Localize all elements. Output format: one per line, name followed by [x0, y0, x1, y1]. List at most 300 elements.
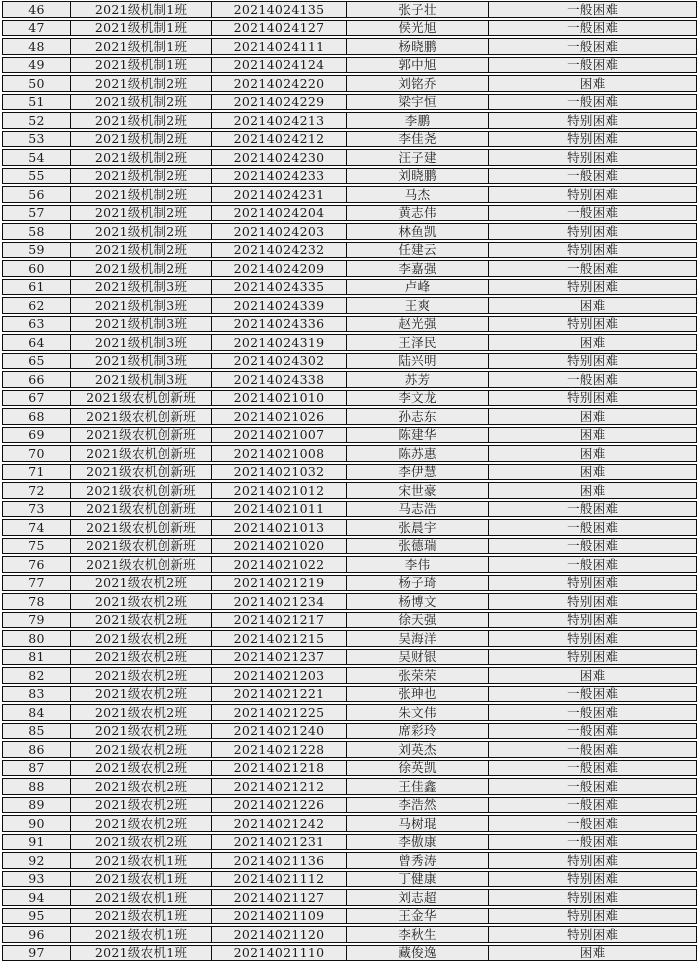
cell-class-name: 2021级机制1班: [71, 58, 212, 73]
table-row: [2, 760, 697, 777]
table-row: [2, 482, 697, 499]
cell-class-name: 2021级机制1班: [71, 2, 212, 17]
cell-student-id: 20214024233: [212, 169, 346, 184]
cell-student-id: 20214021013: [212, 520, 346, 535]
cell-class-name: 2021级机制3班: [71, 317, 212, 332]
cell-student-name: 丁健康: [347, 872, 490, 887]
cell-serial-number: 61: [3, 280, 71, 295]
table-row: [2, 38, 697, 55]
cell-difficulty-status: 特别困难: [567, 316, 619, 331]
table-row: [2, 334, 697, 351]
cell-student-name: 刘志超: [347, 890, 490, 905]
cell-student-name: 吴海洋: [347, 631, 490, 646]
cell-student-id: 20214024335: [212, 280, 346, 295]
cell-student-name: 李文龙: [347, 391, 490, 406]
table-row: [2, 1, 697, 18]
cell-class-name: 2021级机制2班: [71, 224, 212, 239]
cell-serial-number: 94: [3, 890, 71, 905]
cell-serial-number: 87: [3, 761, 71, 776]
table-row: [2, 871, 697, 888]
cell-class-name: 2021级农机创新班: [71, 539, 212, 554]
cell-student-name: 藏俊逸: [347, 946, 490, 961]
cell-student-name: 刘铭乔: [347, 76, 490, 91]
cell-serial-number: 88: [3, 779, 71, 794]
cell-student-id: 20214021010: [212, 391, 346, 406]
cell-student-id: 20214021221: [212, 687, 346, 702]
cell-student-id: 20214021026: [212, 409, 346, 424]
cell-difficulty-status: 一般困难: [567, 501, 619, 516]
cell-student-name: 梁宇恒: [347, 95, 490, 110]
cell-student-name: 李秋生: [347, 927, 490, 942]
cell-serial-number: 85: [3, 724, 71, 739]
cell-class-name: 2021级农机2班: [71, 779, 212, 794]
cell-difficulty-status: 困难: [579, 409, 606, 424]
cell-difficulty-status: 特别困难: [567, 131, 619, 146]
cell-student-id: 20214024203: [212, 224, 346, 239]
cell-student-name: 陈苏惠: [347, 446, 490, 461]
cell-student-id: 20214024231: [212, 187, 346, 202]
cell-serial-number: 89: [3, 798, 71, 813]
cell-class-name: 2021级机制3班: [71, 298, 212, 313]
cell-student-id: 20214021203: [212, 668, 346, 683]
table-row: [2, 815, 697, 832]
table-row: [2, 686, 697, 703]
cell-difficulty-status: 困难: [579, 483, 606, 498]
cell-class-name: 2021级农机创新班: [71, 520, 212, 535]
cell-student-name: 徐天强: [347, 613, 490, 628]
cell-student-name: 曾秀涛: [347, 853, 490, 868]
cell-student-name: 马志浩: [347, 502, 490, 517]
cell-serial-number: 64: [3, 335, 71, 350]
cell-student-name: 李佳尧: [347, 132, 490, 147]
cell-class-name: 2021级农机1班: [71, 853, 212, 868]
cell-serial-number: 53: [3, 132, 71, 147]
cell-student-name: 赵光强: [347, 317, 490, 332]
cell-serial-number: 81: [3, 650, 71, 665]
cell-class-name: 2021级机制2班: [71, 95, 212, 110]
cell-student-id: 20214024127: [212, 21, 346, 36]
cell-student-name: 宋世豪: [347, 483, 490, 498]
cell-serial-number: 49: [3, 58, 71, 73]
cell-class-name: 2021级农机1班: [71, 890, 212, 905]
table-row: [2, 20, 697, 37]
table-row: [2, 297, 697, 314]
cell-serial-number: 86: [3, 742, 71, 757]
cell-student-name: 席彩玲: [347, 724, 490, 739]
cell-serial-number: 67: [3, 391, 71, 406]
cell-class-name: 2021级农机创新班: [71, 391, 212, 406]
cell-serial-number: 72: [3, 483, 71, 498]
cell-student-id: 20214024209: [212, 261, 346, 276]
cell-difficulty-status: 一般困难: [567, 261, 619, 276]
cell-difficulty-status: 一般困难: [567, 705, 619, 720]
cell-student-id: 20214024338: [212, 372, 346, 387]
cell-student-name: 陈建华: [347, 428, 490, 443]
table-row: [2, 834, 697, 851]
cell-serial-number: 91: [3, 835, 71, 850]
cell-serial-number: 47: [3, 21, 71, 36]
cell-student-id: 20214024111: [212, 39, 346, 54]
cell-class-name: 2021级农机2班: [71, 798, 212, 813]
table-row: [2, 353, 697, 370]
cell-student-id: 20214024339: [212, 298, 346, 313]
cell-difficulty-status: 困难: [579, 427, 606, 442]
cell-class-name: 2021级农机2班: [71, 835, 212, 850]
cell-serial-number: 71: [3, 465, 71, 480]
table-row: [2, 94, 697, 111]
cell-difficulty-status: 一般困难: [567, 39, 619, 54]
cell-student-id: 20214021237: [212, 650, 346, 665]
cell-student-id: 20214024319: [212, 335, 346, 350]
cell-serial-number: 73: [3, 502, 71, 517]
cell-student-id: 20214024229: [212, 95, 346, 110]
cell-student-id: 20214021242: [212, 816, 346, 831]
table-row: [2, 242, 697, 259]
cell-class-name: 2021级机制1班: [71, 39, 212, 54]
cell-student-name: 朱文伟: [347, 705, 490, 720]
cell-class-name: 2021级农机1班: [71, 946, 212, 961]
table-row: [2, 75, 697, 92]
table-row: [2, 926, 697, 943]
cell-difficulty-status: 特别困难: [567, 353, 619, 368]
cell-class-name: 2021级机制2班: [71, 261, 212, 276]
cell-difficulty-status: 特别困难: [567, 279, 619, 294]
cell-student-id: 20214021136: [212, 853, 346, 868]
cell-serial-number: 92: [3, 853, 71, 868]
cell-serial-number: 63: [3, 317, 71, 332]
cell-serial-number: 97: [3, 946, 71, 961]
cell-difficulty-status: 困难: [579, 464, 606, 479]
cell-serial-number: 78: [3, 594, 71, 609]
cell-class-name: 2021级农机1班: [71, 909, 212, 924]
cell-class-name: 2021级农机创新班: [71, 409, 212, 424]
cell-student-name: 吴财银: [347, 650, 490, 665]
cell-serial-number: 82: [3, 668, 71, 683]
cell-student-name: 李伟: [347, 557, 490, 572]
cell-class-name: 2021级机制2班: [71, 243, 212, 258]
cell-student-id: 20214021219: [212, 576, 346, 591]
cell-serial-number: 65: [3, 354, 71, 369]
cell-serial-number: 93: [3, 872, 71, 887]
cell-difficulty-status: 一般困难: [567, 205, 619, 220]
table-row: [2, 575, 697, 592]
cell-student-id: 20214021226: [212, 798, 346, 813]
cell-serial-number: 52: [3, 113, 71, 128]
table-row: [2, 408, 697, 425]
table-row: [2, 149, 697, 166]
cell-serial-number: 62: [3, 298, 71, 313]
cell-student-name: 张德瑞: [347, 539, 490, 554]
cell-class-name: 2021级农机创新班: [71, 483, 212, 498]
cell-student-name: 王金华: [347, 909, 490, 924]
cell-serial-number: 79: [3, 613, 71, 628]
cell-difficulty-status: 困难: [579, 668, 606, 683]
cell-student-name: 李浩然: [347, 798, 490, 813]
cell-difficulty-status: 特别困难: [567, 927, 619, 942]
cell-class-name: 2021级农机2班: [71, 816, 212, 831]
cell-difficulty-status: 特别困难: [567, 575, 619, 590]
table-row: [2, 131, 697, 148]
cell-student-name: 李鹏: [347, 113, 490, 128]
cell-student-id: 20214021110: [212, 946, 346, 961]
cell-difficulty-status: 特别困难: [567, 649, 619, 664]
cell-student-id: 20214024213: [212, 113, 346, 128]
table-row: [2, 316, 697, 333]
cell-class-name: 2021级农机2班: [71, 761, 212, 776]
table-row: [2, 704, 697, 721]
cell-class-name: 2021级农机2班: [71, 576, 212, 591]
cell-student-id: 20214021234: [212, 594, 346, 609]
table-row: [2, 57, 697, 74]
cell-class-name: 2021级机制3班: [71, 372, 212, 387]
cell-student-id: 20214021020: [212, 539, 346, 554]
cell-difficulty-status: 一般困难: [567, 20, 619, 35]
cell-student-name: 卢峰: [347, 280, 490, 295]
cell-student-name: 李伊慧: [347, 465, 490, 480]
table-row: [2, 593, 697, 610]
cell-difficulty-status: 一般困难: [567, 538, 619, 553]
cell-student-name: 张珅也: [347, 687, 490, 702]
cell-serial-number: 95: [3, 909, 71, 924]
table-row: [2, 260, 697, 277]
cell-class-name: 2021级机制2班: [71, 76, 212, 91]
cell-difficulty-status: 困难: [579, 76, 606, 91]
table-row: [2, 797, 697, 814]
cell-student-name: 陆兴明: [347, 354, 490, 369]
cell-student-name: 黄志伟: [347, 206, 490, 221]
cell-serial-number: 84: [3, 705, 71, 720]
table-row: [2, 852, 697, 869]
cell-student-id: 20214024124: [212, 58, 346, 73]
cell-class-name: 2021级机制2班: [71, 150, 212, 165]
cell-student-id: 20214024212: [212, 132, 346, 147]
cell-serial-number: 59: [3, 243, 71, 258]
cell-student-id: 20214024230: [212, 150, 346, 165]
cell-student-id: 20214024135: [212, 2, 346, 17]
cell-serial-number: 60: [3, 261, 71, 276]
table-row: [2, 723, 697, 740]
cell-student-name: 李傲康: [347, 835, 490, 850]
cell-difficulty-status: 特别困难: [567, 631, 619, 646]
cell-difficulty-status: 特别困难: [567, 224, 619, 239]
cell-serial-number: 69: [3, 428, 71, 443]
cell-student-name: 郭中旭: [347, 58, 490, 73]
cell-student-name: 侯光旭: [347, 21, 490, 36]
cell-student-name: 王泽民: [347, 335, 490, 350]
cell-student-name: 杨晓鹏: [347, 39, 490, 54]
cell-difficulty-status: 一般困难: [567, 723, 619, 738]
cell-difficulty-status: 一般困难: [567, 57, 619, 72]
cell-class-name: 2021级农机2班: [71, 613, 212, 628]
cell-class-name: 2021级机制2班: [71, 206, 212, 221]
cell-serial-number: 83: [3, 687, 71, 702]
cell-student-id: 20214021109: [212, 909, 346, 924]
cell-class-name: 2021级农机创新班: [71, 557, 212, 572]
cell-difficulty-status: 一般困难: [567, 168, 619, 183]
cell-difficulty-status: 特别困难: [567, 390, 619, 405]
cell-student-id: 20214021007: [212, 428, 346, 443]
cell-student-id: 20214021231: [212, 835, 346, 850]
cell-difficulty-status: 特别困难: [567, 871, 619, 886]
table-row: [2, 205, 697, 222]
table-row: [2, 390, 697, 407]
cell-serial-number: 77: [3, 576, 71, 591]
cell-difficulty-status: 特别困难: [567, 594, 619, 609]
cell-class-name: 2021级机制3班: [71, 335, 212, 350]
cell-student-id: 20214021215: [212, 631, 346, 646]
table-row: [2, 556, 697, 573]
cell-class-name: 2021级机制3班: [71, 354, 212, 369]
cell-student-name: 王爽: [347, 298, 490, 313]
cell-class-name: 2021级农机创新班: [71, 428, 212, 443]
cell-student-name: 汪子建: [347, 150, 490, 165]
cell-student-name: 张晨宇: [347, 520, 490, 535]
cell-class-name: 2021级机制2班: [71, 187, 212, 202]
table-row: [2, 427, 697, 444]
table-row: [2, 519, 697, 536]
cell-student-id: 20214021022: [212, 557, 346, 572]
cell-class-name: 2021级机制2班: [71, 113, 212, 128]
table-row: [2, 464, 697, 481]
cell-class-name: 2021级农机2班: [71, 668, 212, 683]
cell-student-id: 20214021012: [212, 483, 346, 498]
cell-student-name: 张子壮: [347, 2, 490, 17]
cell-student-id: 20214024220: [212, 76, 346, 91]
table-row: [2, 778, 697, 795]
cell-difficulty-status: 特别困难: [567, 113, 619, 128]
cell-student-name: 刘晓鹏: [347, 169, 490, 184]
table-row: [2, 741, 697, 758]
cell-student-id: 20214021032: [212, 465, 346, 480]
cell-serial-number: 48: [3, 39, 71, 54]
table-row: [2, 168, 697, 185]
cell-student-id: 20214021011: [212, 502, 346, 517]
table-row: [2, 908, 697, 925]
table-row: [2, 630, 697, 647]
cell-difficulty-status: 一般困难: [567, 372, 619, 387]
cell-class-name: 2021级农机1班: [71, 872, 212, 887]
cell-difficulty-status: 一般困难: [567, 797, 619, 812]
cell-student-name: 杨子琦: [347, 576, 490, 591]
cell-student-id: 20214021127: [212, 890, 346, 905]
cell-serial-number: 54: [3, 150, 71, 165]
table-row: [2, 223, 697, 240]
cell-serial-number: 46: [3, 2, 71, 17]
cell-difficulty-status: 特别困难: [567, 187, 619, 202]
cell-class-name: 2021级机制1班: [71, 21, 212, 36]
cell-class-name: 2021级农机2班: [71, 742, 212, 757]
cell-difficulty-status: 一般困难: [567, 742, 619, 757]
cell-serial-number: 70: [3, 446, 71, 461]
table-row: [2, 371, 697, 388]
cell-student-name: 李嘉强: [347, 261, 490, 276]
cell-serial-number: 90: [3, 816, 71, 831]
cell-difficulty-status: 特别困难: [567, 853, 619, 868]
cell-student-name: 王佳鑫: [347, 779, 490, 794]
table-row: [2, 889, 697, 906]
cell-student-name: 徐英凯: [347, 761, 490, 776]
cell-student-id: 20214024302: [212, 354, 346, 369]
cell-serial-number: 80: [3, 631, 71, 646]
cell-student-name: 孙志东: [347, 409, 490, 424]
cell-difficulty-status: 困难: [579, 335, 606, 350]
table-row: [2, 945, 697, 962]
cell-student-id: 20214021217: [212, 613, 346, 628]
cell-class-name: 2021级农机2班: [71, 687, 212, 702]
cell-difficulty-status: 特别困难: [567, 908, 619, 923]
cell-serial-number: 75: [3, 539, 71, 554]
cell-difficulty-status: 一般困难: [567, 2, 619, 17]
cell-difficulty-status: 一般困难: [567, 816, 619, 831]
cell-student-id: 20214021212: [212, 779, 346, 794]
cell-student-name: 马树琨: [347, 816, 490, 831]
table-row: [2, 445, 697, 462]
table-row: [2, 538, 697, 555]
cell-student-name: 张荣荣: [347, 668, 490, 683]
cell-difficulty-status: 一般困难: [567, 94, 619, 109]
cell-class-name: 2021级农机创新班: [71, 446, 212, 461]
cell-student-id: 20214021218: [212, 761, 346, 776]
cell-serial-number: 66: [3, 372, 71, 387]
table-row: [2, 612, 697, 629]
cell-student-id: 20214021112: [212, 872, 346, 887]
cell-student-name: 林鱼凯: [347, 224, 490, 239]
cell-difficulty-status: 一般困难: [567, 779, 619, 794]
cell-class-name: 2021级农机创新班: [71, 465, 212, 480]
cell-difficulty-status: 困难: [579, 298, 606, 313]
cell-difficulty-status: 特别困难: [567, 150, 619, 165]
table-row: [2, 649, 697, 666]
cell-serial-number: 74: [3, 520, 71, 535]
cell-class-name: 2021级农机2班: [71, 631, 212, 646]
cell-student-id: 20214021228: [212, 742, 346, 757]
cell-student-id: 20214021120: [212, 927, 346, 942]
table-row: [2, 667, 697, 684]
cell-serial-number: 76: [3, 557, 71, 572]
cell-difficulty-status: 一般困难: [567, 520, 619, 535]
cell-student-id: 20214021008: [212, 446, 346, 461]
cell-class-name: 2021级农机2班: [71, 594, 212, 609]
cell-serial-number: 58: [3, 224, 71, 239]
cell-difficulty-status: 特别困难: [567, 242, 619, 257]
cell-serial-number: 68: [3, 409, 71, 424]
cell-difficulty-status: 一般困难: [567, 557, 619, 572]
cell-student-name: 任建云: [347, 243, 490, 258]
cell-difficulty-status: 一般困难: [567, 686, 619, 701]
cell-class-name: 2021级机制2班: [71, 132, 212, 147]
student-difficulty-table: [2, 0, 697, 961]
cell-class-name: 2021级农机2班: [71, 724, 212, 739]
cell-student-name: 苏芳: [347, 372, 490, 387]
cell-class-name: 2021级农机2班: [71, 705, 212, 720]
cell-student-id: 20214024232: [212, 243, 346, 258]
cell-class-name: 2021级机制3班: [71, 280, 212, 295]
cell-difficulty-status: 困难: [579, 446, 606, 461]
cell-student-id: 20214021225: [212, 705, 346, 720]
cell-difficulty-status: 困难: [579, 945, 606, 960]
cell-student-name: 杨博文: [347, 594, 490, 609]
cell-serial-number: 50: [3, 76, 71, 91]
cell-serial-number: 96: [3, 927, 71, 942]
cell-difficulty-status: 一般困难: [567, 834, 619, 849]
cell-student-id: 20214024204: [212, 206, 346, 221]
cell-class-name: 2021级农机创新班: [71, 502, 212, 517]
cell-serial-number: 57: [3, 206, 71, 221]
cell-student-name: 马杰: [347, 187, 490, 202]
table-row: [2, 112, 697, 129]
cell-serial-number: 51: [3, 95, 71, 110]
cell-student-id: 20214021240: [212, 724, 346, 739]
